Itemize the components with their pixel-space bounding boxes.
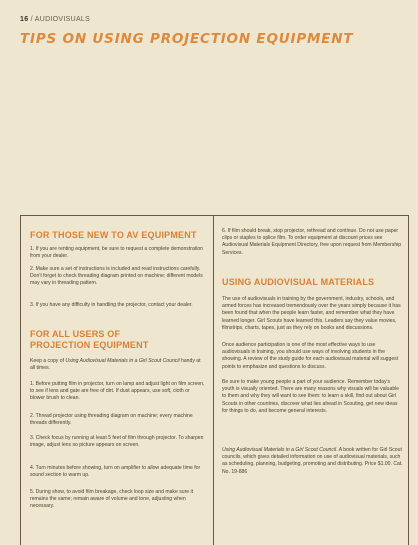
page-header [20, 16, 90, 23]
tip-item-6: 6. If film should break, stop projector, rethread and continue. Do not use paper clips or staples to splice film. To order equipment at discount prices see Audiovisual Materials Equipment Directory, free upon request from Membership Services. [222, 228, 402, 256]
body-paragraph: Once audience participation is one of the most effective ways to use audiovisuals in training, you should use ways of involving students in the showing. A review of the study guide for each audiovisual material will suggest points to emphasize and questions to discuss. [222, 342, 399, 370]
footer-book-title: Using Audiovisual Materials in a Girl Scout Council [222, 447, 337, 453]
footer-paragraph [222, 447, 403, 476]
intro-prefix: Keep a copy of [30, 358, 66, 364]
body-paragraph: Be sure to make young people a part of your audience. Remember today's youth is visually oriented. There are many reasons why visuals will be valuable to them and why they will want to see them: to learn a skill, find out about Girl Scouts in other countries, discover what lies ahead in Scouting, get new ideas for things to do, and become general interests. [222, 379, 400, 414]
tip-item: 5. During show, to avoid film breakage, check loop size and make sure it remains the same; remain aware of volume and tone, adjusting when necessary. [30, 489, 194, 510]
intro-book-title: Using Audiovisual Materials in a Girl Scout Council [65, 358, 180, 364]
column-divider [213, 216, 214, 545]
tip-item: 3. If you have any difficulty in handling the projector, contact your dealer. [30, 302, 193, 308]
body-paragraph: The use of audiovisuals in training by the government, industry, schools, and armed forces has increased tremendously over the years simply because it has been found that when the people learn faster, and remember what they have learned longer. Girl Scouts have learned this. Leaders say they value movies, filmstrips, charts, tapes, just as they rely on books and discussions. [222, 296, 401, 331]
page-title: TIPS ON USING PROJECTION EQUIPMENT [20, 31, 354, 47]
tip-item: 1. If you are renting equipment, be sure to request a complete demonstration from your dealer. [30, 246, 204, 260]
tip-item: 3. Check focus by running at least 5 feet of film through projector. To sharpen image, adjust lens so picture appears on screen. [30, 435, 204, 449]
tip-item: 1. Before putting film in projector, turn on lamp and adjust light on film screen, to see if lens and gate are free of dirt. If dust appears, use soft, cloth or blower brush to clean. [30, 381, 205, 402]
tip-item: 2. Thread projector using threading diagram on machine; every machine threads differently. [30, 413, 193, 427]
section-label: / AUDIOVISUALS [30, 16, 91, 23]
heading-all-users-line2: PROJECTION EQUIPMENT [30, 340, 149, 350]
heading-all-users-line1: FOR ALL USERS OF [30, 329, 121, 339]
tip-item: 2. Make sure a set of instructions is included and read instructions carefully. Don't forget to check threading diagram printed on machine; different models may vary in threading pattern. [30, 266, 203, 287]
footer-description: . A book written for Girl Scout councils, which gives detailed information on use of audiovisual materials, such as scheduling, planning, budgeting, promoting and distributing. Price $1.00. Cat. No. 19-886 [222, 447, 403, 475]
page-number: 16 [20, 16, 29, 23]
tip-item: 4. Turn minutes before showing, turn on amplifier to allow adequate time for sound section to warm up. [30, 465, 201, 479]
intro-suffix: handy at all times. [30, 358, 201, 372]
intro-paragraph [30, 358, 206, 372]
heading-new-to-av: FOR THOSE NEW TO AV EQUIPMENT [30, 230, 197, 240]
heading-using-av: USING AUDIOVISUAL MATERIALS [222, 277, 375, 287]
tips-box [20, 215, 409, 545]
